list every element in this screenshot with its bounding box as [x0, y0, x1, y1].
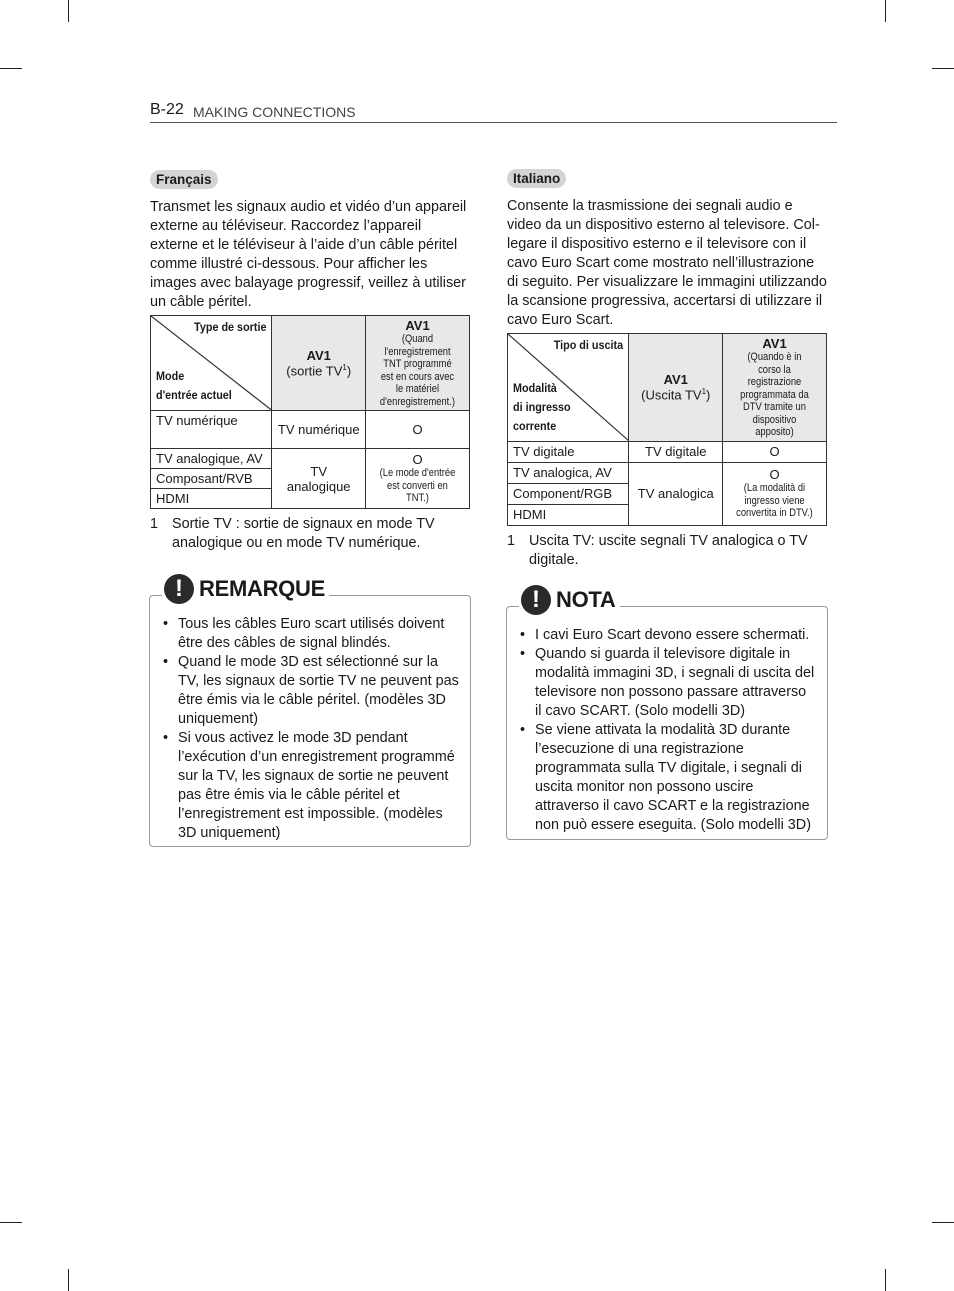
input-mode-cell: HDMI — [151, 489, 272, 509]
note-title: REMARQUE — [199, 576, 325, 601]
output-cell: TV analogique — [272, 449, 366, 509]
list-item: • Quando si guarda il televisore digitale in modalità immagini 3D, i segnali di uscita del televisore non possono passare attraverso il cavo SCART. (Solo modelli 3D) — [520, 645, 816, 721]
table-footnote: 1 Sortie TV : sortie de signaux en mode TV analogique ou en mode TV numérique. — [150, 516, 435, 551]
table-footnote: 1 Uscita TV: uscite segnali TV analogica o TV digitale. — [507, 532, 808, 568]
language-tag-italian: Italiano — [507, 169, 566, 188]
output-cell: TV numérique — [272, 411, 366, 449]
crop-mark — [0, 68, 22, 69]
note-heading — [162, 574, 329, 604]
column-header-av1-out: AV1 (Uscita $TV^1$) — [629, 334, 723, 442]
page-number: B-22 — [150, 101, 184, 118]
page-header — [150, 100, 837, 123]
list-item: • I cavi Euro Scart devono essere schermati. — [520, 626, 816, 645]
column-header-av1-recording: AV1 (Quand l'enregistrement TNT programmé est en cours avec le matériel d'enregistrement.) — [366, 316, 470, 411]
output-cell: TV digitale — [629, 441, 723, 462]
exclamation-icon: ! — [521, 585, 551, 615]
input-mode-cell: TV analogique, AV — [151, 449, 272, 469]
note-list — [520, 626, 816, 835]
table-corner-header — [151, 316, 272, 411]
input-mode-cell: TV numérique — [151, 411, 272, 449]
exclamation-icon: ! — [164, 574, 194, 604]
output-cell: O — [366, 411, 470, 449]
table-row — [151, 449, 470, 469]
language-tag-french: Français — [150, 170, 218, 189]
crop-mark — [932, 68, 954, 69]
nota-box — [506, 586, 828, 840]
column-header-av1-recording: AV1 (Quando è in corso la registrazione programmata da DTV tramite un dispositivo apposito) — [723, 334, 827, 442]
remarque-box — [149, 575, 471, 847]
note-heading — [519, 585, 620, 615]
connection-table — [150, 315, 470, 509]
crop-mark — [885, 0, 886, 22]
input-mode-cell: Composant/RVB — [151, 469, 272, 489]
output-type-label: Type de sortie — [194, 320, 267, 334]
crop-mark — [885, 1269, 886, 1291]
intro-paragraph: Consente la trasmissione dei segnali audio e video da un dispositivo esterno al televisore. Col-legare il dispositivo esterno e il televisore con il cavo Euro Scart come mostrato nell’illustrazione di seguito. Per visualizzare le immagini utilizzando la scansione progressiva, accertarsi di utilizzare il cavo Euro Scart. — [507, 198, 827, 328]
connection-table — [507, 333, 827, 526]
list-item: • Quand le mode 3D est sélectionné sur la TV, les signaux de sortie TV ne peuvent pas être émis via le câble péritel. (modèles 3D uniquement) — [163, 653, 459, 729]
note-title: NOTA — [556, 587, 616, 612]
input-mode-cell: Component/RGB — [508, 483, 629, 504]
output-type-label: Tipo di uscita — [554, 338, 624, 352]
table-row — [508, 462, 827, 483]
table-row — [508, 441, 827, 462]
crop-mark — [0, 1222, 22, 1223]
input-mode-label: Modalità di ingresso corrente — [513, 380, 571, 433]
section-title: MAKING CONNECTIONS — [193, 104, 356, 120]
crop-mark — [68, 0, 69, 22]
list-item: • Si vous activez le mode 3D pendant l’exécution d’un enregistrement programmé sur la TV, les signaux de sortie ne peuvent pas être émis via le câble péritel et l’enregistrement est impossible. (modèles 3D uniquement) — [163, 729, 459, 843]
output-cell: TV analogica — [629, 462, 723, 525]
column-italian — [507, 169, 828, 570]
note-list — [163, 615, 459, 843]
output-cell: O (Le mode d'entrée est converti en TNT.) — [366, 449, 470, 509]
input-mode-cell: HDMI — [508, 504, 629, 525]
output-cell: O — [723, 441, 827, 462]
table-corner-header — [508, 334, 629, 442]
column-french — [150, 170, 471, 553]
input-mode-cell: TV digitale — [508, 441, 629, 462]
table-row — [151, 411, 470, 449]
column-header-av1-out: AV1 (sortie $TV^1$) — [272, 316, 366, 411]
crop-mark — [68, 1269, 69, 1291]
intro-paragraph: Transmet les signaux audio et vidéo d’un appareil externe au téléviseur. Raccordez l’appareil externe et le téléviseur à l’aide d’un câble péritel comme illustré ci-dessous. Pour afficher les images avec balayage progressif, veillez à utiliser un câble péritel. — [150, 199, 467, 310]
input-mode-cell: TV analogica, AV — [508, 462, 629, 483]
list-item: • Se viene attivata la modalità 3D durante l’esecuzione di una registrazione programmata sulla TV digitale, i segnali di uscita monitor non possono uscire attraverso il cavo SCART e la registrazione non può essere eseguita. (Solo modelli 3D) — [520, 721, 816, 835]
output-cell: O (La modalità di ingresso viene convertita in DTV.) — [723, 462, 827, 525]
crop-mark — [932, 1222, 954, 1223]
input-mode-label: Mode d'entrée actuel — [156, 369, 232, 402]
list-item: • Tous les câbles Euro scart utilisés doivent être des câbles de signal blindés. — [163, 615, 459, 653]
